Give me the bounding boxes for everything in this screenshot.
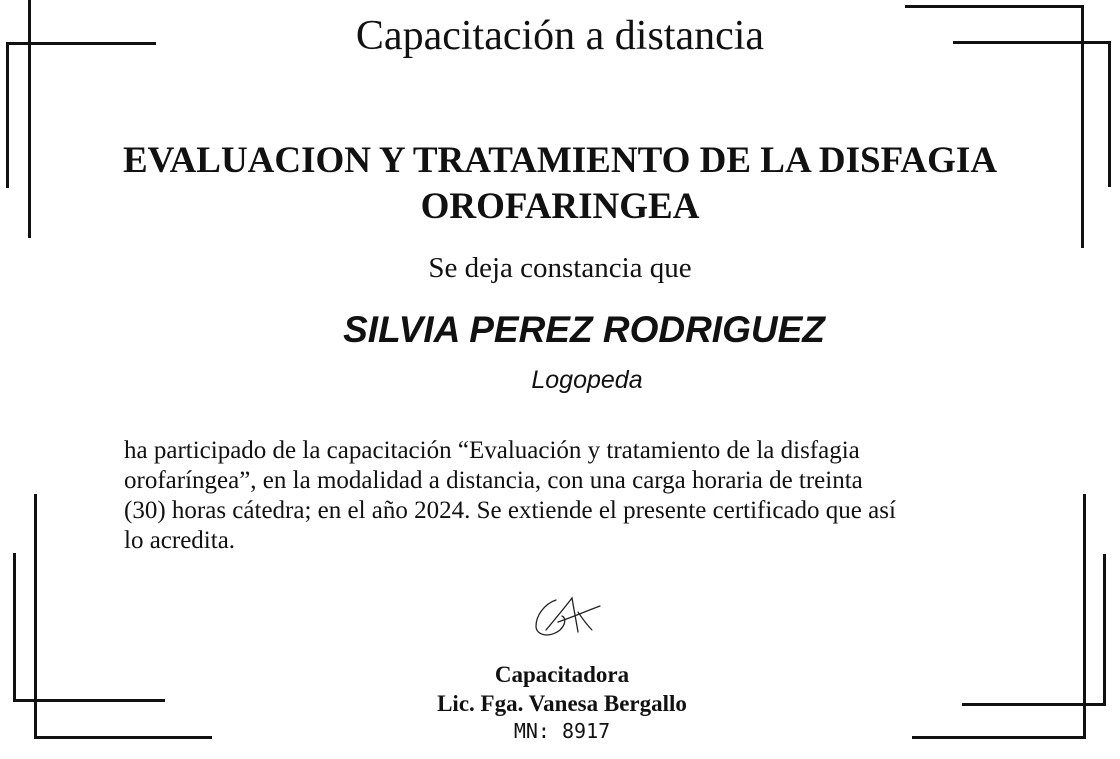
recipient-role: Logopeda <box>531 366 643 394</box>
course-title <box>60 138 1060 230</box>
recipient-name: SILVIA PEREZ RODRIGUEZ <box>343 309 825 350</box>
signer-role: Capacitadora <box>494 662 630 687</box>
certificate-intro: Se deja constancia que <box>428 252 692 284</box>
handwritten-signature <box>526 590 606 646</box>
signer-license-number: MN: 8917 <box>513 719 611 743</box>
certificate-body-line-2: orofaríngea”, en la modalidad a distancia, con una carga horaria de treinta <box>124 467 863 494</box>
signer-name: Lic. Fga. Vanesa Bergallo <box>437 691 687 716</box>
certificate-body-line-4: lo acredita. <box>124 527 236 554</box>
course-title-line-1: EVALUACION Y TRATAMIENTO DE LA DISFAGIA <box>122 140 998 181</box>
certificate-body-line-3: (30) horas cátedra; en el año 2024. Se extiende el presente certificado que así <box>124 497 896 524</box>
certificate-body-line-1: ha participado de la capacitación “Evaluación y tratamiento de la disfagia <box>124 437 860 464</box>
signer-block <box>0 660 1120 744</box>
certificate-modality: Capacitación a distancia <box>355 13 765 59</box>
certificate-body <box>124 436 1044 556</box>
course-title-line-2: OROFARINGEA <box>420 186 700 227</box>
